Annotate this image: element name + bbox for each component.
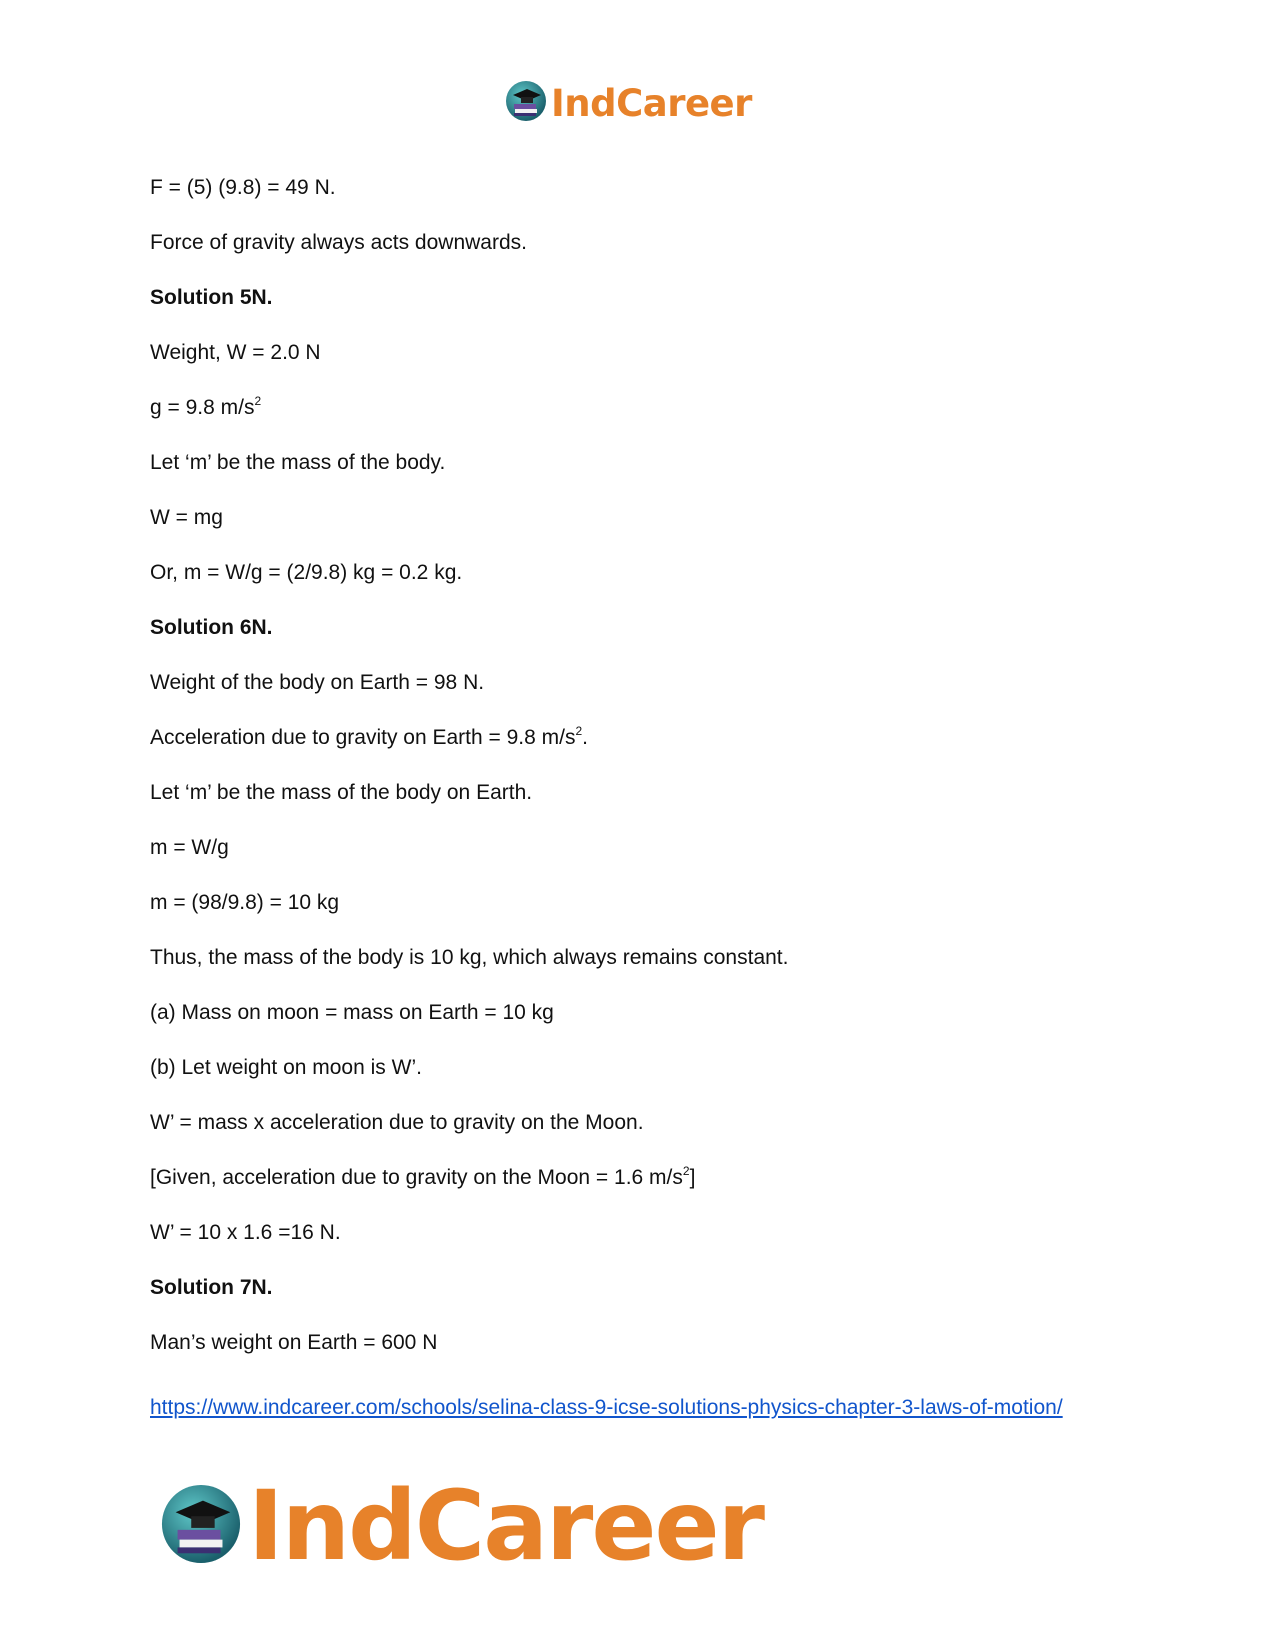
graduation-cap-logo-icon [505, 80, 547, 127]
graduation-cap-logo-icon [160, 1483, 242, 1570]
text-line: Man’s weight on Earth = 600 N [150, 1331, 438, 1354]
text-line: (b) Let weight on moon is W’. [150, 1056, 422, 1079]
footer-logo [160, 1470, 763, 1582]
text-line: Weight of the body on Earth = 98 N. [150, 671, 485, 694]
text-line: W’ = 10 x 1.6 =16 N. [150, 1221, 341, 1244]
text-line: W = mg [150, 506, 223, 529]
text-line: Force of gravity always acts downwards. [150, 231, 527, 254]
header-logo [505, 80, 752, 127]
footer-logo-text: IndCareer [248, 1470, 763, 1582]
solution-heading: Solution 5N. [150, 286, 273, 309]
solution-heading: Solution 7N. [150, 1276, 273, 1299]
text-line: Let ‘m’ be the mass of the body on Earth. [150, 781, 533, 804]
superscript: 2 [575, 724, 583, 738]
text-segment: Acceleration due to gravity on Earth = 9.8 m/s [150, 726, 576, 749]
text-line: Or, m = W/g = (2/9.8) kg = 0.2 kg. [150, 561, 463, 584]
header-logo-text: IndCareer [551, 82, 752, 125]
superscript: 2 [682, 1164, 690, 1178]
text-line [150, 1165, 695, 1191]
text-line: F = (5) (9.8) = 49 N. [150, 176, 336, 199]
text-line: m = W/g [150, 836, 229, 859]
text-line: Thus, the mass of the body is 10 kg, which always remains constant. [150, 946, 789, 969]
text-segment: [Given, acceleration due to gravity on the Moon = 1.6 m/s [150, 1166, 683, 1189]
solution-heading: Solution 6N. [150, 616, 273, 639]
text-segment: ] [689, 1166, 696, 1189]
text-line: Weight, W = 2.0 N [150, 341, 321, 364]
text-line [150, 395, 261, 421]
text-line: Let ‘m’ be the mass of the body. [150, 451, 446, 474]
superscript: 2 [254, 394, 262, 408]
text-segment: g = 9.8 m/s [150, 396, 255, 419]
text-line: W’ = mass x acceleration due to gravity on the Moon. [150, 1111, 644, 1134]
text-line: (a) Mass on moon = mass on Earth = 10 kg [150, 1001, 554, 1024]
text-segment: . [582, 726, 589, 749]
text-line: m = (98/9.8) = 10 kg [150, 891, 340, 914]
text-line [150, 725, 588, 751]
source-link[interactable]: https://www.indcareer.com/schools/selina-class-9-icse-solutions-physics-chapter-3-laws-of-motion/ [150, 1396, 1063, 1419]
